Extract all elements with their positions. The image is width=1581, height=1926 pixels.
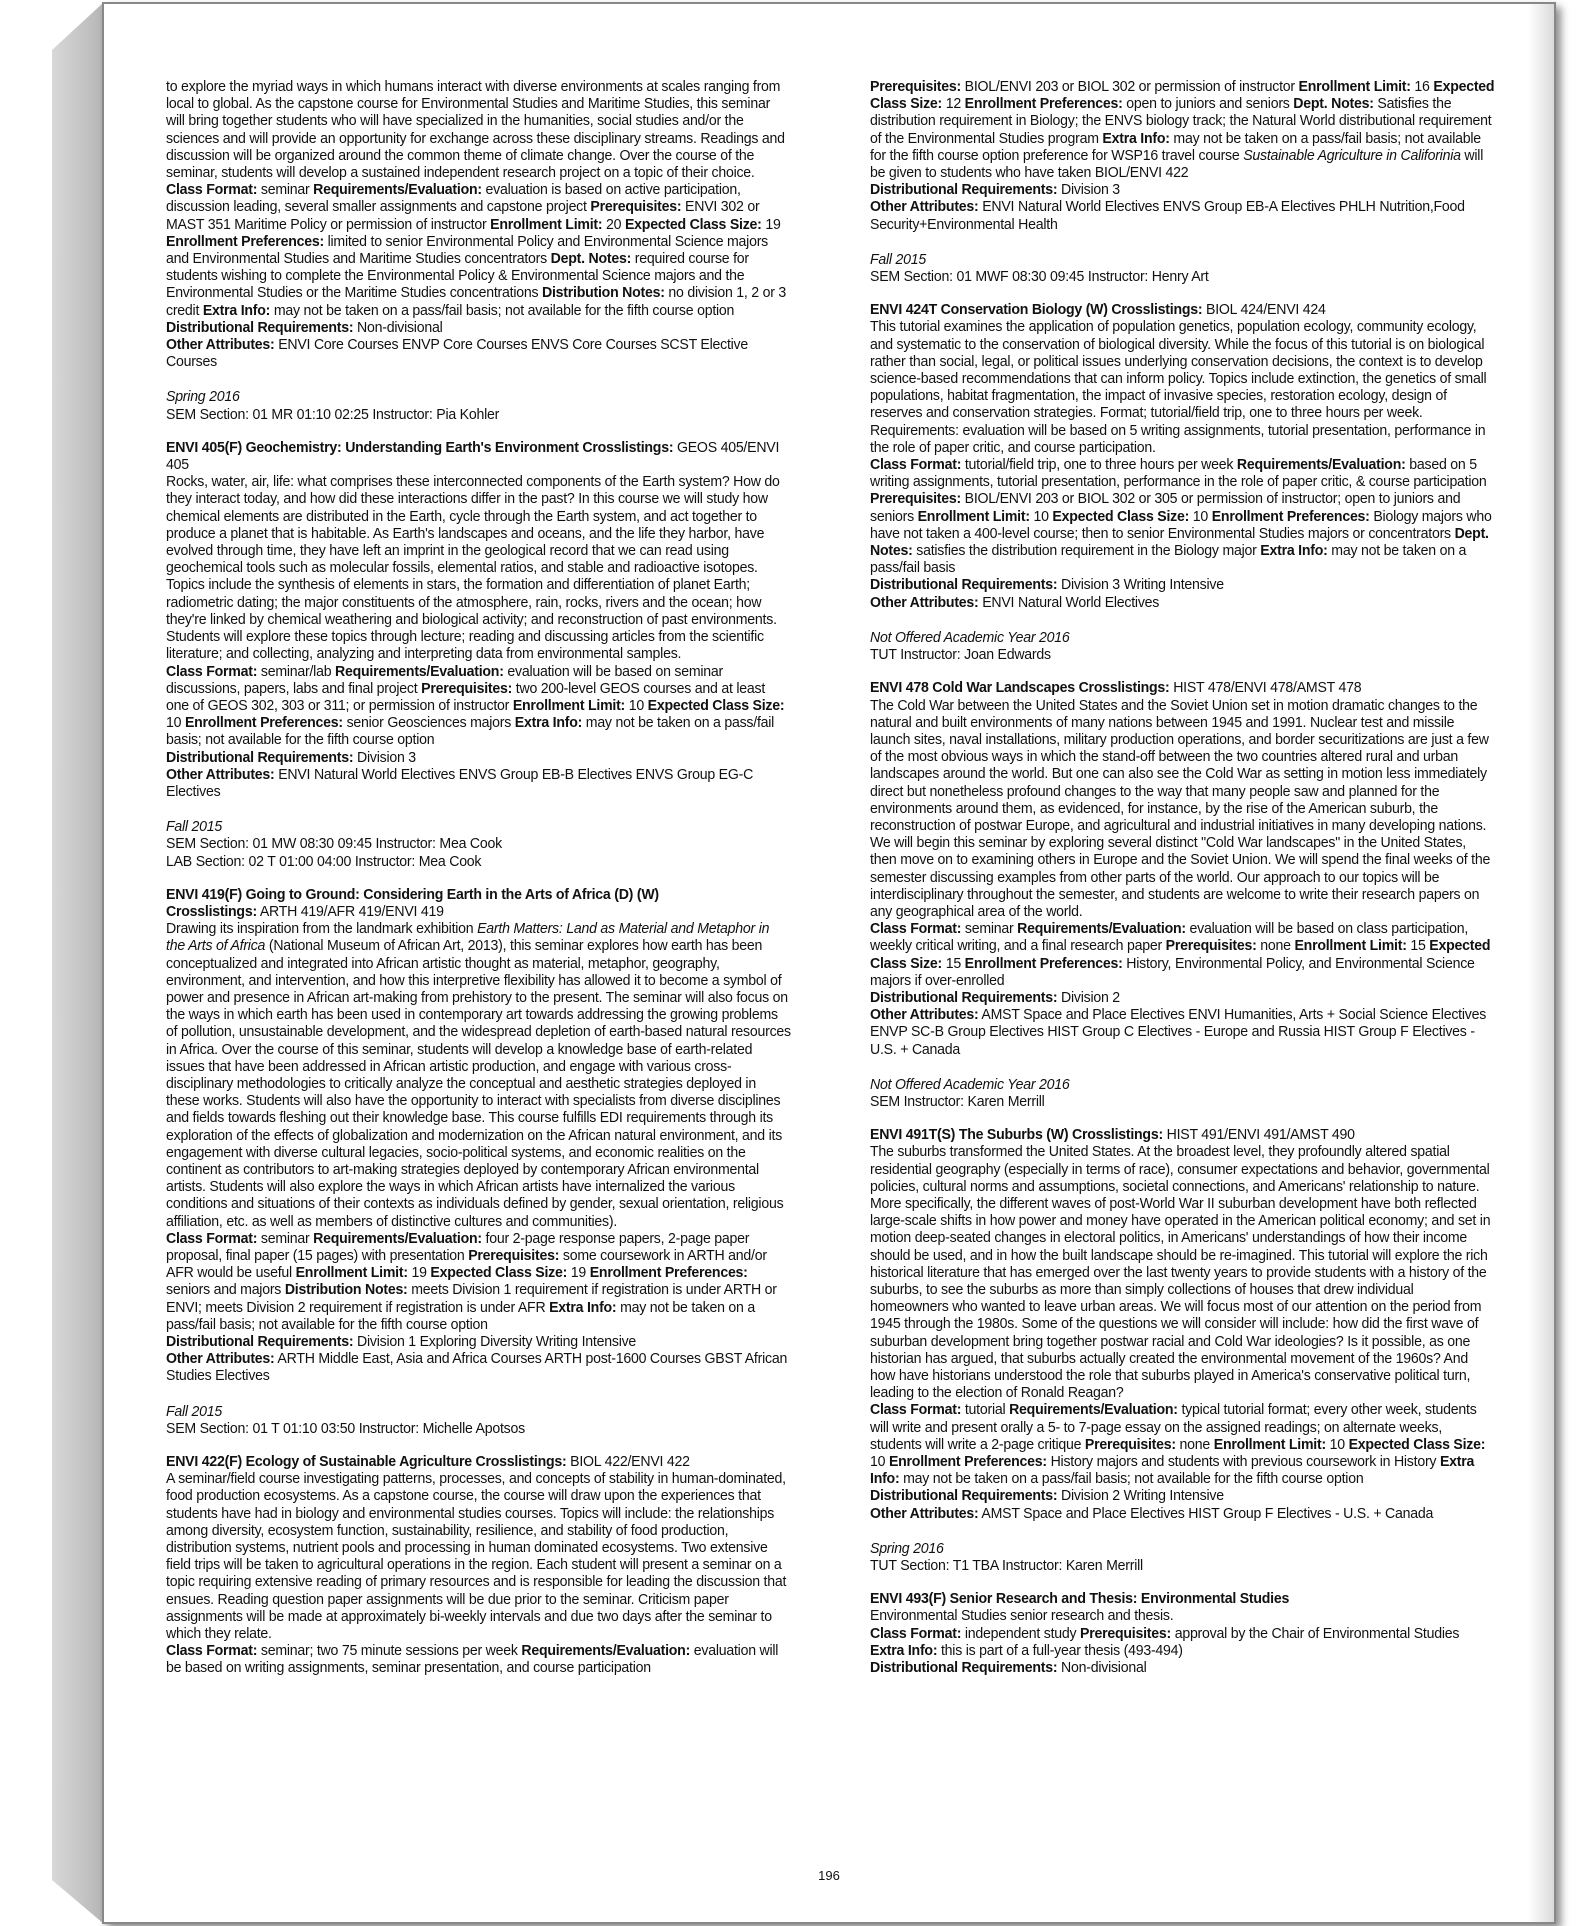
course-details: Class Format: tutorial/field trip, one to three hours per week Requirements/Evaluation: based on 5 writing assignments, tutorial presentation, performance in the role of paper critic, & course participation Prerequisites: BIOL/ENVI 203 or BIOL 302 or 305 or permission of instructor; open to juniors and seniors Enrollment Limit: 10 Expected Class Size: 10 Enrollment Preferences: Biology majors who have not taken a 400-level course; then to senior Environmental Studies majors or concentrators Dept. Notes: satisfies the distribution requirement in the Biology major Extra Info: may not be taken on a pass/fail basis [870,456,1492,577]
section-schedule [870,629,1495,663]
right-column [870,78,1495,1694]
section-line: SEM Section: 01 T 01:10 03:50 Instructor: Michelle Apotsos [166,1419,525,1437]
section-line: TUT Instructor: Joan Edwards [870,646,1051,664]
section-schedule [870,1076,1495,1110]
left-column [166,78,791,1695]
course-entry [166,1453,791,1677]
course-entry [166,439,791,800]
other-attributes: Other Attributes: ENVI Natural World Electives ENVS Group EB-A Electives PHLH Nutrition,Food Security+Environmental Health [870,198,1465,233]
distributional-requirements: Distributional Requirements: Division 3 Writing Intensive [870,576,1224,594]
course-description: A seminar/field course investigating patterns, processes, and concepts of stability in human-dominated, food production ecosystems. As a capstone course, the course will draw upon the experiences that students have had in biology and environmental studies courses. Topics will include: the relationships among diversity, ecosystem function, sustainability, resilience, and stability of food production, distribution systems, nutrient pools and processing in human dominated ecosystems. Two extensive field trips will be taken to agricultural operations in the region. Each student will present a seminar on a topic requiring extensive reading of primary resources and is responsible for leading the discussion that ensues. Reading question paper assignments will be due prior to the seminar. Criticism paper assignments will be made at approximately bi-weekly intervals and due two days after the seminar to which they relate. [166,1470,787,1643]
term-label: Fall 2015 [166,1402,223,1420]
course-details: Class Format: seminar Requirements/Evaluation: four 2-page response papers, 2-page paper proposal, final paper (15 pages) with presentation Prerequisites: some coursework in ARTH and/or AFR would be useful Enrollment Limit: 19 Expected Class Size: 19 Enrollment Preferences: seniors and majors Distribution Notes: meets Division 1 requirement if registration is under ARTH or ENVI; meets Division 2 requirement if registration is under AFR Extra Info: may not be taken on a pass/fail basis; not available for the fifth course option [166,1229,777,1333]
course-description: The suburbs transformed the United States. At the broadest level, they profoundly altered spatial residential geography (especially in terms of race), consumer expectations and behavior, governmental policies, cultural norms and assumptions, societal connections, and Americans' relationship to nature. More specifically, the different waves of post-World War II suburban development have both reflected large-scale shifts in how power and money have operated in the American political economy; and set in motion deep-seated changes in electoral politics, in Americans' understandings of how their income should be used, and in how the built landscape should be re-imagined. This tutorial will explore the rich historical literature that has emerged over the last twenty years to provide students with a history of the suburbs, to see the suburbs as more than simply collections of houses that drew individual homeowners who wanted to leave urban areas. We will focus most of our attention on the period from 1945 through the 1980s. Some of the questions we will consider will include: how did the first wave of suburban development bring together postwar racial and Cold War ideologies? Is it possible, as one historian has argued, that suburbs actually created the environmental movement of the 1960s? And how have historians understood the role that suburbs played in America's conservative political turn, leading to the election of Ronald Reagan? [870,1143,1491,1402]
book-spine [52,2,104,1924]
course-heading: ENVI 493(F) Senior Research and Thesis: Environmental Studies [870,1590,1290,1608]
distributional-requirements: Distributional Requirements: Non-divisional [870,1659,1147,1677]
course-details: Class Format: seminar Requirements/Evaluation: evaluation will be based on class participation, weekly critical writing, and a final research paper Prerequisites: none Enrollment Limit: 15 Expected Class Size: 15 Enrollment Preferences: History, Environmental Policy, and Environmental Science majors if over-enrolled [870,920,1491,989]
section-line: TUT Section: T1 TBA Instructor: Karen Merrill [870,1557,1143,1575]
course-entry [166,886,791,1385]
course-entry [870,679,1495,1057]
course-heading: ENVI 478 Cold War Landscapes Crosslistings: HIST 478/ENVI 478/AMST 478 [870,679,1362,697]
distributional-requirements: Distributional Requirements: Non-divisional [166,318,443,336]
course-description: Environmental Studies senior research and thesis. [870,1607,1174,1625]
section-line: LAB Section: 02 T 01:00 04:00 Instructor: Mea Cook [166,852,482,870]
distributional-requirements: Distributional Requirements: Division 2 [870,988,1120,1006]
other-attributes: Other Attributes: ARTH Middle East, Asia and Africa Courses ARTH post-1600 Courses GBST African Studies Electives [166,1350,788,1385]
other-attributes: Other Attributes: AMST Space and Place Electives ENVI Humanities, Arts + Social Science Electives ENVP SC-B Group Electives HIST Group C Electives - Europe and Russia HIST Group F Electives - U.S. + Canada [870,1006,1487,1058]
section-line: SEM Section: 01 MWF 08:30 09:45 Instructor: Henry Art [870,268,1209,286]
term-label: Spring 2016 [166,388,240,406]
course-entry [870,78,1495,233]
section-line: SEM Instructor: Karen Merrill [870,1092,1045,1110]
other-attributes: Other Attributes: ENVI Core Courses ENVP Core Courses ENVS Core Courses SCST Elective Courses [166,336,749,371]
term-label: Spring 2016 [870,1539,944,1557]
course-description: The Cold War between the United States and the Soviet Union set in motion dramatic changes to the natural and built environments of many nations between 1945 and 1991. Nuclear test and missile launch sites, naval installations, military production operations, and border securitizations are just a few of the most obvious ways in which the stand-off between the two countries altered rural and urban landscapes around the world. But one can also see the Cold War as setting in motion less immediately direct but nonetheless profound changes to the way that many people saw and planned for the environments around them, as evidenced, for instance, by the rise of the American suburb, the reconstruction of postwar Europe, and agricultural and industrial initiatives in many developing nations. We will begin this seminar by exploring several distinct "Cold War landscapes" in the United States, then move on to examining others in Europe and the Soviet Union. We will spend the final weeks of the semester discussing examples from other parts of the world. Our approach to our topics will be interdisciplinary throughout the semester, and students are welcome to write their research papers on any geographical area of the world. [870,696,1491,920]
course-description: This tutorial examines the application of population genetics, population ecology, community ecology, and systematic to the conservation of biological diversity. While the focus of this tutorial is on biological rather than social, legal, or political issues underlying conservation decisions, the context is to develop science-based recommendations that can inform policy. Topics include extinction, the genetics of small populations, habitat fragmentation, the impact of invasive species, restoration ecology, design of reserves and conservation strategies. Format; tutorial/field trip, one to three hours per week. Requirements: evaluation will be based on 5 writing assignments, tutorial presentation, performance in the role of paper critic, and course participation. [870,318,1487,456]
section-schedule [166,1403,791,1437]
other-attributes: Other Attributes: ENVI Natural World Electives ENVS Group EB-B Electives ENVS Group EG-C Electives [166,765,754,800]
course-entry [870,1590,1495,1676]
course-heading: ENVI 419(F) Going to Ground: Considering Earth in the Arts of Africa (D) (W) Crosslistings: ARTH 419/AFR 419/ENVI 419 [166,885,659,920]
distributional-requirements: Distributional Requirements: Division 1 Exploring Diversity Writing Intensive [166,1333,637,1351]
course-heading: ENVI 422(F) Ecology of Sustainable Agriculture Crosslistings: BIOL 422/ENVI 422 [166,1453,690,1471]
page-edge-shadow [1528,4,1554,1922]
catalog-page [102,2,1556,1924]
section-line: SEM Section: 01 MW 08:30 09:45 Instructor: Mea Cook [166,835,502,853]
course-description: to explore the myriad ways in which humans interact with diverse environments at scales ranging from local to global. As the capstone course for Environmental Studies and Maritime Studies, this seminar will bring together students who will have specialized in the humanities, social studies and/or the sciences and will provide an opportunity for exchange across these disciplinary streams. Readings and discussion will be organized around the common theme of climate change. Over the course of the seminar, students will develop a sustained independent research project on a topic of their choice. [166,78,785,182]
course-entry [870,301,1495,611]
distributional-requirements: Distributional Requirements: Division 2 Writing Intensive [870,1487,1224,1505]
term-label: Fall 2015 [166,818,223,836]
course-details: Class Format: independent study Prerequisites: approval by the Chair of Environmental Studies Extra Info: this is part of a full-year thesis (493-494) [870,1624,1460,1659]
section-schedule [870,1540,1495,1574]
course-heading: ENVI 405(F) Geochemistry: Understanding Earth's Environment Crosslistings: GEOS 405/ENVI 405 [166,438,780,474]
course-entry [166,78,791,370]
section-schedule [870,251,1495,285]
course-entry [870,1126,1495,1522]
other-attributes: Other Attributes: AMST Space and Place Electives HIST Group F Electives - U.S. + Canada [870,1504,1434,1522]
course-details: Prerequisites: BIOL/ENVI 203 or BIOL 302 or permission of instructor Enrollment Limit: 16 Expected Class Size: 12 Enrollment Preferences: open to juniors and seniors Dept. Notes: Satisfies the distribution requirement in Biology; the ENVS biology track; the Natural World distributional requirement of the Environmental Studies program Extra Info: may not be taken on a pass/fail basis; not available for the fifth course option preference for WSP16 travel course Sustainable Agriculture in Califorinia will be given to students who have taken BIOL/ENVI 422 [870,78,1495,182]
page-number: 196 [818,1868,840,1883]
term-label: Not Offered Academic Year 2016 [870,628,1070,646]
section-line: SEM Section: 01 MR 01:10 02:25 Instructor: Pia Kohler [166,405,500,423]
course-description: Drawing its inspiration from the landmark exhibition Earth Matters: Land as Material and Metaphor in the Arts of Africa (National Museum of African Art, 2013), this seminar explores how earth has been conceptualized and integrated into African artistic thought as material, metaphor, geography, environment, and intervention, and how this interpretive flexibility has allowed it to become a symbol of power and presence in African art-making from prehistory to the present. The seminar will also focus on the ways in which earth has been used in contemporary art towards addressing the growing problems of pollution, unsustainable development, and the widespread depletion of earth-based natural resources in Africa. Over the course of this seminar, students will develop a knowledge base of earth-related issues that have been addressed in African artistic production, and engage with various cross-disciplinary methodologies to critically analyze the conceptual and aesthetic strategies deployed in these works. Students will also have the opportunity to interact with specialists from diverse disciplines and fields towards fleshing out their knowledge base. This course fulfills EDI requirements through its exploration of the effects of globalization and modernization on the African natural environment, and its engagement with diverse cultural legacies, socio-political systems, and economic realities on the continent as contributors to art-making strategies deployed by contemporary African environmental artists. Students will also explore the ways in which African artists have internalized the various conditions and situations of their contexts as individuals defined by gender, sexual orientation, religious affiliation, etc. as well as members of distinctive cultures and communities). [166,920,791,1230]
term-label: Fall 2015 [870,250,927,268]
course-details: Class Format: seminar Requirements/Evaluation: evaluation is based on active participation, discussion leading, several smaller assignments and capstone project Prerequisites: ENVI 302 or MAST 351 Maritime Policy or permission of instructor Enrollment Limit: 20 Expected Class Size: 19 Enrollment Preferences: limited to senior Environmental Policy and Environmental Science majors and Environmental Studies and Maritime Studies concentrators Dept. Notes: required course for students wishing to complete the Environmental Policy & Environmental Science majors and the Environmental Studies or the Maritime Studies concentrations Distribution Notes: no division 1, 2 or 3 credit Extra Info: may not be taken on a pass/fail basis; not available for the fifth course option [166,181,787,319]
section-schedule [166,818,791,870]
course-heading: ENVI 491T(S) The Suburbs (W) Crosslistings: HIST 491/ENVI 491/AMST 490 [870,1126,1355,1144]
course-details: Class Format: seminar; two 75 minute sessions per week Requirements/Evaluation: evaluation will be based on writing assignments, seminar presentation, and course participation [166,1642,779,1677]
course-details: Class Format: tutorial Requirements/Evaluation: typical tutorial format; every other week, students will write and present orally a 5- to 7-page essay on the assigned readings; on alternate weeks, students will write a 2-page critique Prerequisites: none Enrollment Limit: 10 Expected Class Size: 10 Enrollment Preferences: History majors and students with previous coursework in History Extra Info: may not be taken on a pass/fail basis; not available for the fifth course option [870,1401,1486,1488]
distributional-requirements: Distributional Requirements: Division 3 [166,748,416,766]
distributional-requirements: Distributional Requirements: Division 3 [870,181,1120,199]
other-attributes: Other Attributes: ENVI Natural World Electives [870,593,1160,611]
section-schedule [166,388,791,422]
course-description: Rocks, water, air, life: what comprises these interconnected components of the Earth system? How do they interact today, and how did these interactions differ in the past? In this course we will study how chemical elements are distributed in the Earth, cycle through the Earth system, and act together to produce a planet that is habitable. As Earth's landscapes and oceans, and the life they harbor, have evolved through time, they have left an imprint in the geological record that we can read using geochemical tools such as molecular fossils, elemental ratios, and stable and radioactive isotopes. Topics include the synthesis of elements in stars, the formation and differentiation of planet Earth; radiometric dating; the major constituents of the atmosphere, rain, rocks, rivers and the ocean; how they're linked by chemical weathering and biological activity; and reconstruction of past environments. Students will explore these topics through lecture; reading and discussing articles from the scientific literature; and collecting, analyzing and interpreting data from environmental samples. [166,473,780,663]
term-label: Not Offered Academic Year 2016 [870,1075,1070,1093]
course-details: Class Format: seminar/lab Requirements/Evaluation: evaluation will be based on seminar discussions, papers, labs and final project Prerequisites: two 200-level GEOS courses and at least one of GEOS 302, 303 or 311; or permission of instructor Enrollment Limit: 10 Expected Class Size: 10 Enrollment Preferences: senior Geosciences majors Extra Info: may not be taken on a pass/fail basis; not available for the fifth course option [166,662,785,749]
course-heading: ENVI 424T Conservation Biology (W) Crosslistings: BIOL 424/ENVI 424 [870,301,1326,319]
